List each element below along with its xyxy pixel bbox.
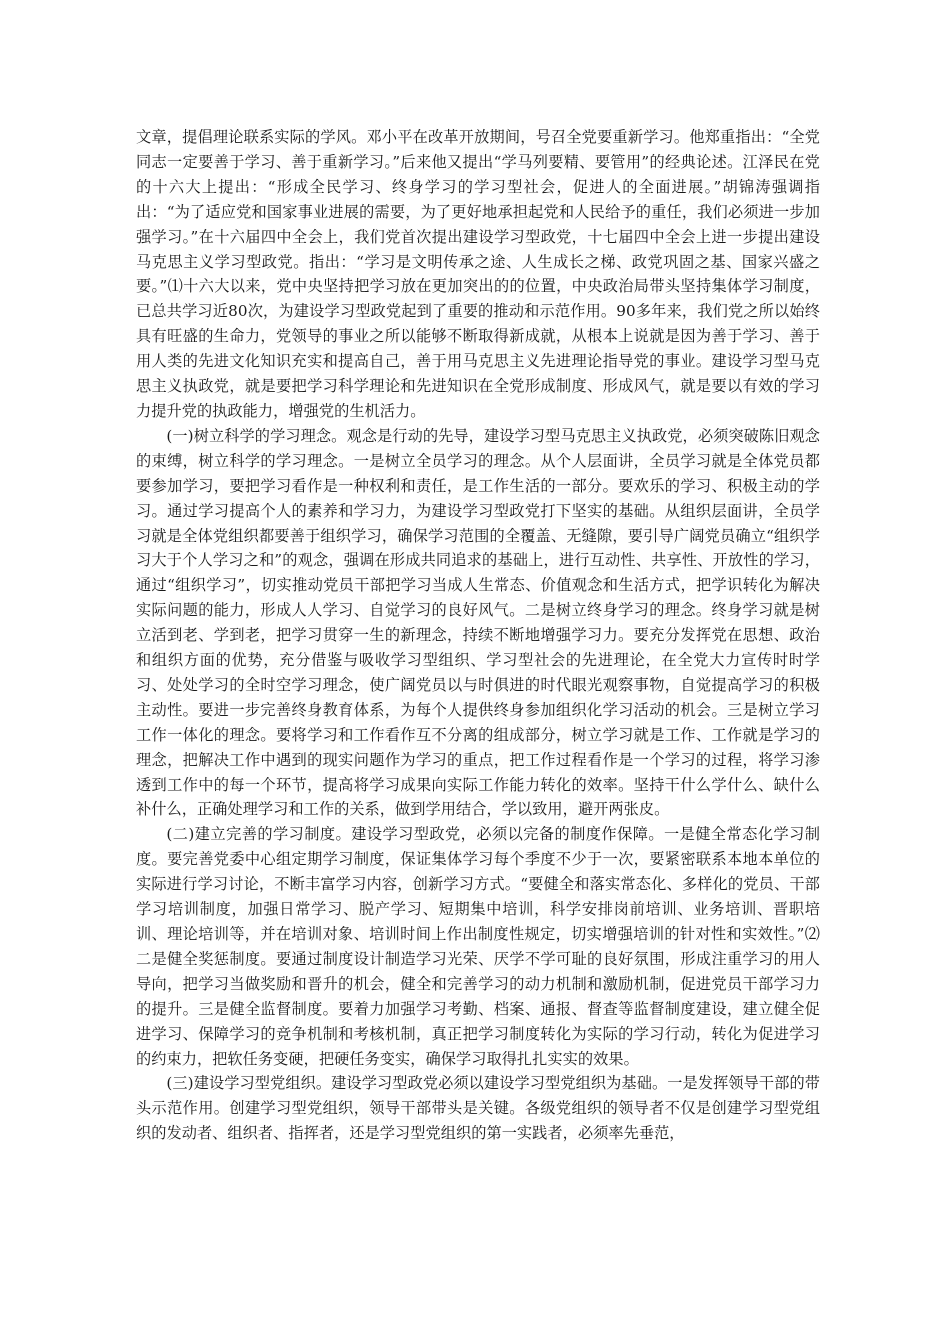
paragraph-section-1: (一)树立科学的学习理念。观念是行动的先导，建设学习型马克思主义执政党，必须突破陈旧观念的束缚，树立科学的学习理念。一是树立全员学习的理念。从个人层面讲，全员学习就是全体党员都要参加学习，要把学习看作是一种权利和责任，是工作生活的一部分。要欢乐的学习、积极主动的学习。通过学习提高个人的素养和学习力，为建设学习型政党打下坚实的基础。从组织层面讲，全员学习就是全体党组织都要善于组织学习，确保学习范围的全覆盖、无缝隙，要引导广阔党员确立“组织学习大于个人学习之和”的观念，强调在形成共同追求的基础上，进行互动性、共享性、开放性的学习，通过“组织学习”，切实推动党员干部把学习当成人生常态、价值观念和生活方式，把学识转化为解决实际问题的能力，形成人人学习、自觉学习的良好风气。二是树立终身学习的理念。终身学习就是树立活到老、学到老，把学习贯穿一生的新理念，持续不断地增强学习力。要充分发挥党在思想、政治和组织方面的优势，充分借鉴与吸收学习型组织、学习型社会的先进理论，在全党大力宣传时时学习、处处学习的全时空学习理念，使广阔党员以与时俱进的时代眼光观察事物，自觉提高学习的积极主动性。要进一步完善终身教育体系，为每个人提供终身参加组织化学习活动的机会。三是树立学习工作一体化的理念。要将学习和工作看作互不分离的组成部分，树立学习就是工作、工作就是学习的理念，把解决工作中遇到的现实问题作为学习的重点，把工作过程看作是一个学习的过程，将学习渗透到工作中的每一个环节，提高将学习成果向实际工作能力转化的效率。坚持干什么学什么、缺什么补什么，正确处理学习和工作的关系，做到学用结合，学以致用，避开两张皮。 [136, 426, 820, 819]
paragraph-intro-continuation: 文章，提倡理论联系实际的学风。邓小平在改革开放期间，号召全党要重新学习。他郑重指出：“全党同志一定要善于学习、善于重新学习。”后来他又提出“学马列要精、要管用”的经典论述。江泽民在党的十六大上提出：“形成全民学习、终身学习的学习型社会，促进人的全面进展。”胡锦涛强调指出：“为了适应党和国家事业进展的需要，为了更好地承担起党和人民给予的重任，我们必须进一步加强学习。”在十六届四中全会上，我们党首次提出建设学习型政党，十七届四中全会上进一步提出建设马克思主义学习型政党。指出：“学习是文明传承之途、人生成长之梯、政党巩固之基、国家兴盛之要。”⑴十六大以来，党中央坚持把学习放在更加突出的的位置，中央政治局带头坚持集体学习制度，已总共学习近80次，为建设学习型政党起到了重要的推动和示范作用。90多年来，我们党之所以始终具有旺盛的生命力，党领导的事业之所以能够不断取得新成就，从根本上说就是因为善于学习、善于用人类的先进文化知识充实和提高自己，善于用马克思主义先进理论指导党的事业。建设学习型马克思主义执政党，就是要把学习科学理论和先进知识在全党形成制度、形成风气，就是要以有效的学习力提升党的执政能力，增强党的生机活力。 [136, 128, 821, 420]
paragraph-section-3: (三)建设学习型党组织。建设学习型政党必须以建设学习型党组织为基础。一是发挥领导干部的带头示范作用。创建学习型党组织，领导干部带头是关键。各级党组织的领导者不仅是创建学习型党组织的发动者、组织者、指挥者，还是学习型党组织的第一实践者，必须率先垂范， [136, 1074, 820, 1143]
paragraph-section-2: (二)建立完善的学习制度。建设学习型政党，必须以完备的制度作保障。一是健全常态化学习制度。要完善党委中心组定期学习制度，保证集体学习每个季度不少于一次，要紧密联系本地本单位的实际进行学习讨论，不断丰富学习内容，创新学习方式。“要健全和落实常态化、多样化的党员、干部学习培训制度，加强日常学习、脱产学习、短期集中培训，科学安排岗前培训、业务培训、晋职培训、理论培训等，并在培训对象、培训时间上作出制度性规定，切实增强培训的针对性和实效性。”⑵二是健全奖惩制度。要通过制度设计制造学习光荣、厌学不学可耻的良好氛围，形成注重学习的用人导向，把学习当做奖励和晋升的机会，健全和完善学习的动力机制和激励机制，促进党员干部学习力的提升。三是健全监督制度。要着力加强学习考勤、档案、通报、督查等监督制度建设，建立健全促进学习、保障学习的竞争机制和考核机制，真正把学习制度转化为实际的学习行动，转化为促进学习的约束力，把软任务变硬，把硬任务变实，确保学习取得扎扎实实的效果。 [136, 825, 820, 1068]
document-body [136, 125, 820, 1146]
